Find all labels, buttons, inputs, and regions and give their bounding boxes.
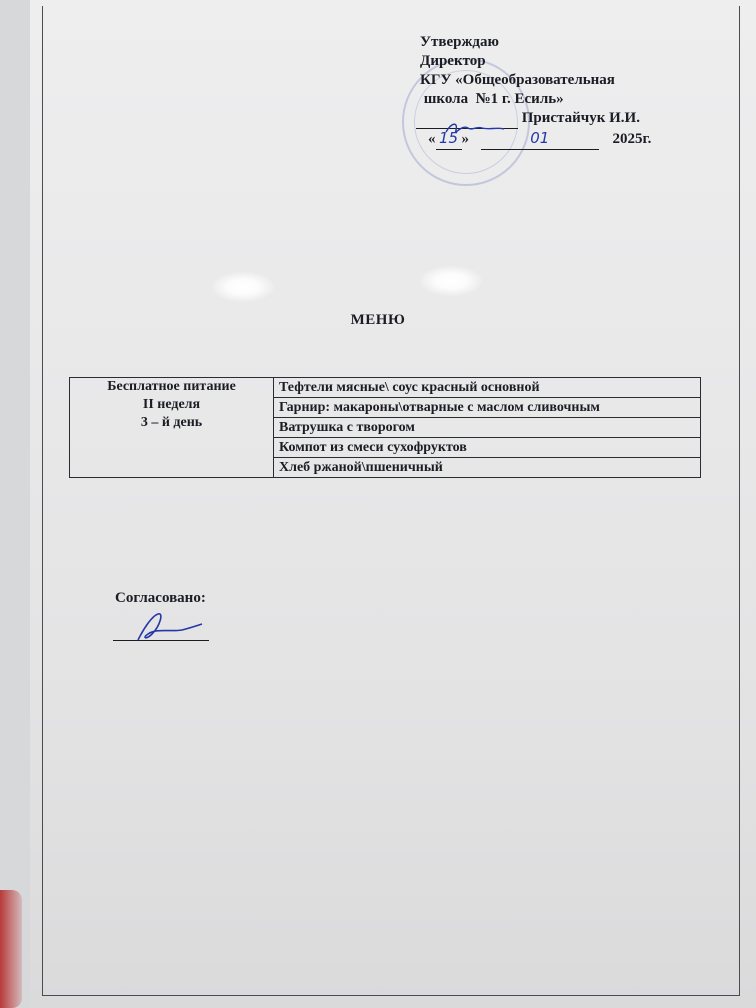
- approval-organization-cont: школа №1 г. Есиль»: [420, 91, 564, 107]
- date-month-handwritten: 01: [530, 129, 550, 147]
- light-glare: [212, 272, 274, 302]
- approval-organization: КГУ «Общеобразовательная: [420, 72, 615, 88]
- menu-label-type: Бесплатное питание: [107, 379, 236, 394]
- menu-item: Хлеб ржаной\пшеничный: [274, 458, 701, 478]
- date-year: 2025г.: [612, 131, 652, 147]
- approval-position: Директор: [420, 53, 486, 69]
- table-row: [70, 378, 701, 398]
- menu-label-day: 3 – й день: [140, 415, 203, 430]
- menu-item: Ватрушка с творогом: [274, 418, 701, 438]
- background-red-object: [0, 890, 22, 1008]
- approval-signer-name: Пристайчук И.И.: [521, 110, 640, 126]
- date-quote-open: «: [428, 131, 436, 147]
- menu-item: Гарнир: макароны\отварные с маслом сливочным: [274, 398, 701, 418]
- menu-item: Компот из смеси сухофруктов: [274, 438, 701, 458]
- director-signature: [440, 118, 510, 140]
- menu-label-week: II неделя: [142, 397, 201, 412]
- date-day-handwritten: 15: [438, 129, 459, 147]
- agreed-label: Согласовано:: [115, 590, 206, 606]
- menu-label-cell: [70, 378, 274, 478]
- agreed-signature: [130, 606, 210, 646]
- approval-heading: Утверждаю: [420, 34, 499, 50]
- menu-table: [69, 377, 701, 478]
- page-title: МЕНЮ: [350, 312, 406, 328]
- date-quote-close: »: [461, 131, 469, 147]
- menu-item: Тефтели мясные\ соус красный основной: [274, 378, 701, 398]
- page-border: [42, 6, 740, 996]
- light-glare: [420, 266, 482, 296]
